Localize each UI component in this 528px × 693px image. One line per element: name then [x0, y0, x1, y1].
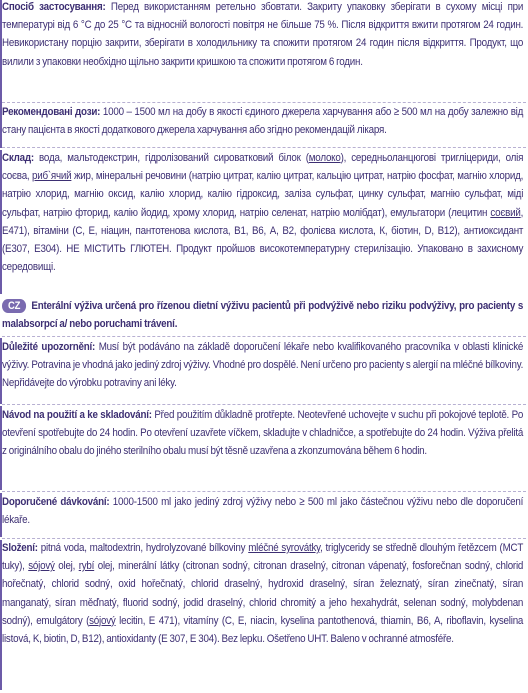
cz-composition-text: lecitin, E 471), vitamíny (C, E, niacin, kyselina pantothenová, thiamin, B6, A, riboflavin, kyselina listová, K, biotin, D, B12), antioxidanty (E 307, E 304). Bez lepku. Ošetřeno UHT. Baleno v ochranné atmosféře.	[2, 614, 524, 646]
uk-composition-label: Склад:	[2, 152, 34, 164]
divider	[2, 404, 526, 405]
cz-warning-paragraph	[2, 338, 523, 393]
divider	[2, 491, 526, 492]
cz-warning-label: Důležité upozornění:	[2, 341, 96, 353]
cz-composition-label: Složení:	[2, 542, 38, 554]
cz-warning-text: Musí být podáváno na základě doporučení lékaře nebo kvalifikovaného pracovníka v oblasti klinické výživy. Potravina je vhodná jako jediný zdroj výživy. Vhodné pro dospělé. Není určeno pro pacienty s alergií na mléčné bílkoviny. Nepřidávejte do výrobku potraviny ani léky.	[2, 341, 524, 390]
allergen-milk: молоко	[308, 152, 341, 164]
uk-composition-text: , E471), вітаміни (С, Е, ніацин, пантотенова кислота, В1, В6, А, В2, фолієва кислота, К, біотин, D, В12), антиоксидант (E307, E304). НЕ МІСТИТЬ ГЛЮТЕН. Продукт пройшов високотемпературну стерилізацію. Упаковано в захисному середовищі.	[2, 206, 524, 274]
cz-heading	[2, 297, 523, 333]
cz-composition-text: olej, minerální látky (citronan sodný, citronan draselný, citronan vápenatý, fosforečnan sodný, chlorid hořečnatý, chlorid sodný, oxid hořečnatý, chlorid draselný, hydroxid draselný, síran železnatý, síran zinečnatý, síran manganatý, síran měďnatý, fluorid sodný, jodid draselný, chlorid chromitý a jeho hexahydrát, selenan sodný, molybdenan sodný), emulgátory (	[2, 560, 524, 627]
cz-dose-label: Doporučené dávkování:	[2, 496, 110, 508]
uk-composition-text: ), середньоланцюгові тригліцериди, олія соєва,	[2, 152, 524, 183]
divider	[2, 336, 526, 337]
uk-usage-paragraph	[2, 0, 523, 71]
uk-composition-paragraph	[2, 149, 523, 276]
allergen-milk: mléčné syrovátky	[248, 542, 321, 554]
cz-composition-text: pitná voda, maltodextrin, hydrolyzované bílkoviny	[37, 542, 249, 554]
allergen-soy: соєвий	[490, 206, 521, 219]
cz-usage-text: Před použitím důkladně protřepte. Neotevřené uchovejte v suchu při pokojové teplotě. Po otevření spotřebujte do 24 hodin. Po otevření uzavřete víčkem, skladujte v chladničce, a spotřebujte do 24 hodin. Výživa přelitá z originálního obalu do jiného sterilního obalu musí být těsně uzavřena a zkonzumována během 6 hodin.	[2, 409, 524, 458]
allergen-soy: sójový	[89, 614, 116, 627]
language-badge-cz: CZ	[2, 299, 26, 313]
cz-title: Enterální výživa určená pro řízenou dietní výživu pacientů při podvýživě nebo riziku podvýživy, pro pacienty s malabsorpcí a/ nebo poruchami trávení.	[2, 300, 524, 331]
allergen-fish: риб`ячий	[31, 170, 72, 183]
uk-composition-text: жир, мінеральні речовини (натрію цитрат, калію цитрат, кальцію цитрат, натрію фосфат, магнію хлорид, натрію хлорид, магнію оксид, калію хлорид, калію гідроксид, заліза сульфат, цинку сульфат, магнію сульфат, міді сульфат, натрію фторид, калію йодид, хрому хлорид, натрію селенат, натрію молібдат), емульгатори (лецитин	[2, 170, 524, 219]
cz-composition-paragraph	[2, 539, 523, 648]
uk-composition-text: вода, мальтодекстрин, гідролізований сироватковий білок (	[33, 152, 309, 164]
allergen-soy: sójový	[28, 560, 55, 573]
cz-usage-label: Návod na použití a ke skladování:	[2, 409, 152, 421]
cz-usage-paragraph	[2, 406, 523, 461]
uk-usage-label: Спосіб застосування:	[2, 1, 106, 13]
cz-composition-text: olej,	[54, 560, 79, 573]
uk-dose-text: 1000 – 1500 мл на добу в якості єдиного джерела харчування або ≥ 500 мл на добу залежно від стану пацієнта в якості додаткового джерела харчування або згідно рекомендацій лікаря.	[2, 106, 524, 137]
uk-usage-text: Перед використанням ретельно збовтати. Закриту упаковку зберігати в сухому місці при температурі від 6 °С до 25 °С та відносній вологості повітря не більше 75 %. Після відкриття вжити протягом 24 годин. Невикористану порцію закрити, зберігати в холодильнику та спожити протягом 24 годин після відкриття. Продукт, що вилили з упаковки необхідно щільно закрити кришкою та спожити протягом 6 годин.	[2, 1, 524, 68]
cz-composition-text: , triglyceridy se středně dlouhým řetězcem (MCT tuky),	[2, 542, 524, 573]
cz-dose-text: 1000-1500 ml jako jediný zdroj výživy nebo ≥ 500 ml jako částečnou výživu nebo dle doporučení lékaře.	[2, 496, 524, 527]
divider	[2, 147, 526, 148]
cz-dose-paragraph	[2, 493, 523, 529]
uk-dose-label: Рекомендовані дози:	[2, 106, 101, 118]
uk-dose-paragraph	[2, 103, 523, 139]
allergen-fish: rybí	[78, 560, 95, 573]
